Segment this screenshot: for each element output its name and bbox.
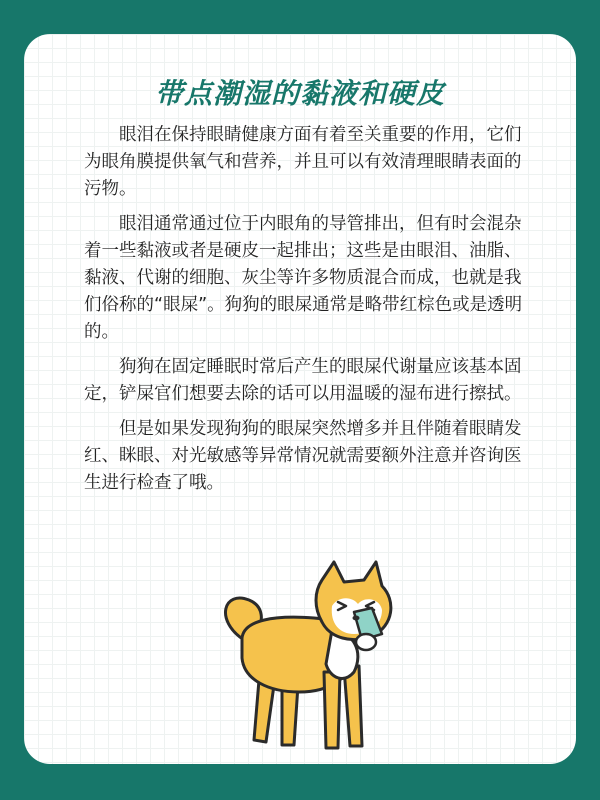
shiba-dog-wiping-eye-icon xyxy=(204,560,414,760)
content-card xyxy=(24,34,576,764)
paragraph-2: 眼泪通常通过位于内眼角的导管排出，但有时会混杂着一些黏液或者是硬皮一起排出；这些是由眼泪、油脂、黏液、代谢的细胞、灰尘等许多物质混合而成，也就是我们俗称的“眼屎”。狗狗的眼屎通常是略带红棕色或是透明的。 xyxy=(84,214,523,342)
paragraph-4: 但是如果发现狗狗的眼屎突然增多并且伴随着眼睛发红、眯眼、对光敏感等异常情况就需要额外注意并咨询医生进行检查了哦。 xyxy=(84,419,522,493)
article-body xyxy=(84,122,524,505)
article-title: 带点潮湿的黏液和硬皮 xyxy=(154,77,445,110)
paragraph-1: 眼泪在保持眼睛健康方面有着至关重要的作用，它们为眼角膜提供氧气和营养，并且可以有效清理眼睛表面的污物。 xyxy=(84,125,522,199)
paragraph-3: 狗狗在固定睡眠时常后产生的眼屎代谢量应该基本固定，铲屎官们想要去除的话可以用温暖的湿布进行擦拭。 xyxy=(84,357,522,404)
